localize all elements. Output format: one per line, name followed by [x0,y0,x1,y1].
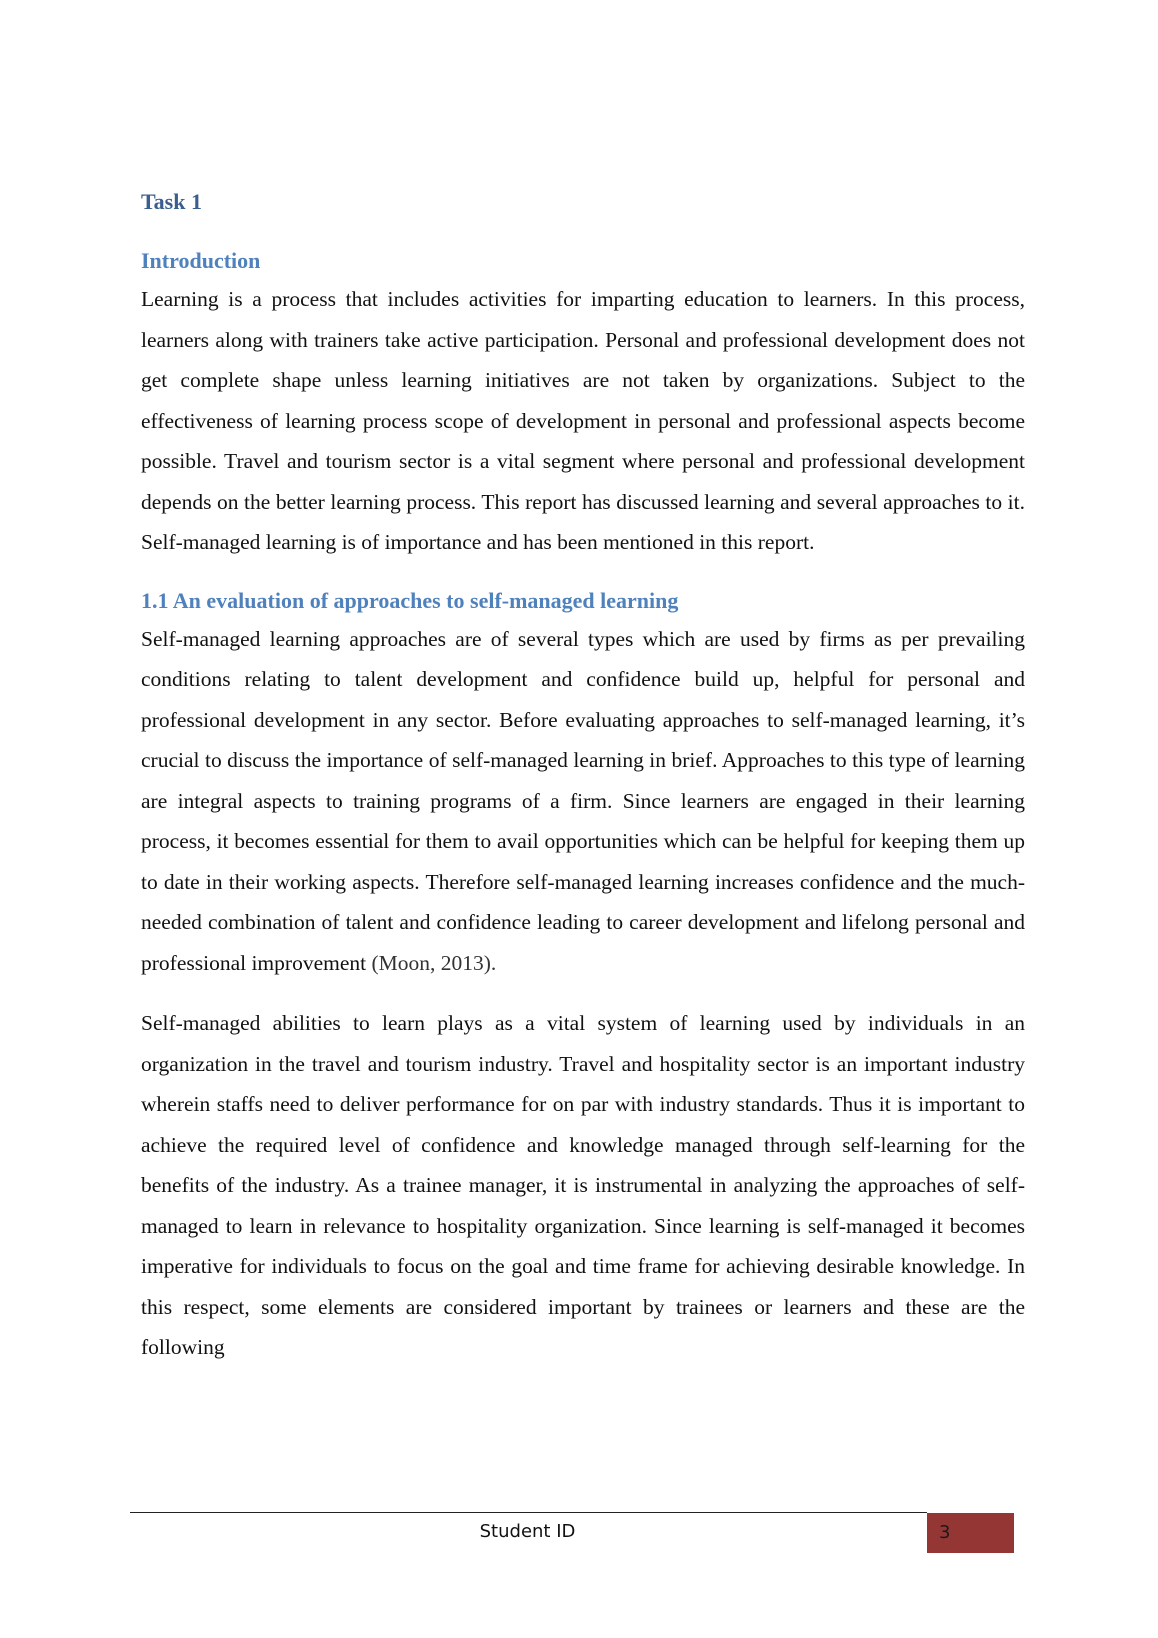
section-1-1-paragraph-1 [141,619,1025,984]
page-content [141,184,1025,1368]
section-1-1-paragraph-2: Self-managed abilities to learn plays as a vital system of learning used by individuals in an organization in the travel and tourism industry. Travel and hospitality sector is an important industry wherein staffs need to deliver performance for on par with industry standards. Thus it is important to achieve the required level of confidence and knowledge managed through self-learning for the benefits of the industry. As a trainee manager, it is instrumental in analyzing the approaches of self-managed to learn in relevance to hospitality organization. Since learning is self-managed it becomes imperative for individuals to focus on the goal and time frame for achieving desirable knowledge. In this respect, some elements are considered important by trainees or learners and these are the following [141,1011,1025,1359]
footer-divider [130,1512,927,1513]
section-1-1-heading: 1.1 An evaluation of approaches to self-managed learning [141,587,679,613]
page-number-box [927,1513,1014,1553]
footer-student-id: Student ID [479,1521,576,1542]
introduction-heading: Introduction [141,248,261,273]
task-heading: Task 1 [141,189,202,214]
page-number: 3 [939,1522,951,1543]
introduction-paragraph: Learning is a process that includes activities for imparting education to learners. In this process, learners along with trainers take active participation. Personal and professional development does not get complete shape unless learning initiatives are not taken by organizations. Subject to the effectiveness of learning process scope of development in personal and professional aspects become possible. Travel and tourism sector is a vital segment where personal and professional development depends on the better learning process. This report has discussed learning and several approaches to it. Self-managed learning is of importance and has been mentioned in this report. [141,287,1025,554]
citation: (Moon, 2013). [371,950,497,975]
section-1-1-paragraph-1-text: Self-managed learning approaches are of several types which are used by firms as per prevailing conditions relating to talent development and confidence build up, helpful for personal and professional development in any sector. Before evaluating approaches to self-managed learning, it’s crucial to discuss the importance of self-managed learning in brief. Approaches to this type of learning are integral aspects to training programs of a firm. Since learners are engaged in their learning process, it becomes essential for them to avail opportunities which can be helpful for keeping them up to date in their working aspects. Therefore self-managed learning increases confidence and the much-needed combination of talent and confidence leading to career development and lifelong personal and professional improvement [141,626,1025,975]
